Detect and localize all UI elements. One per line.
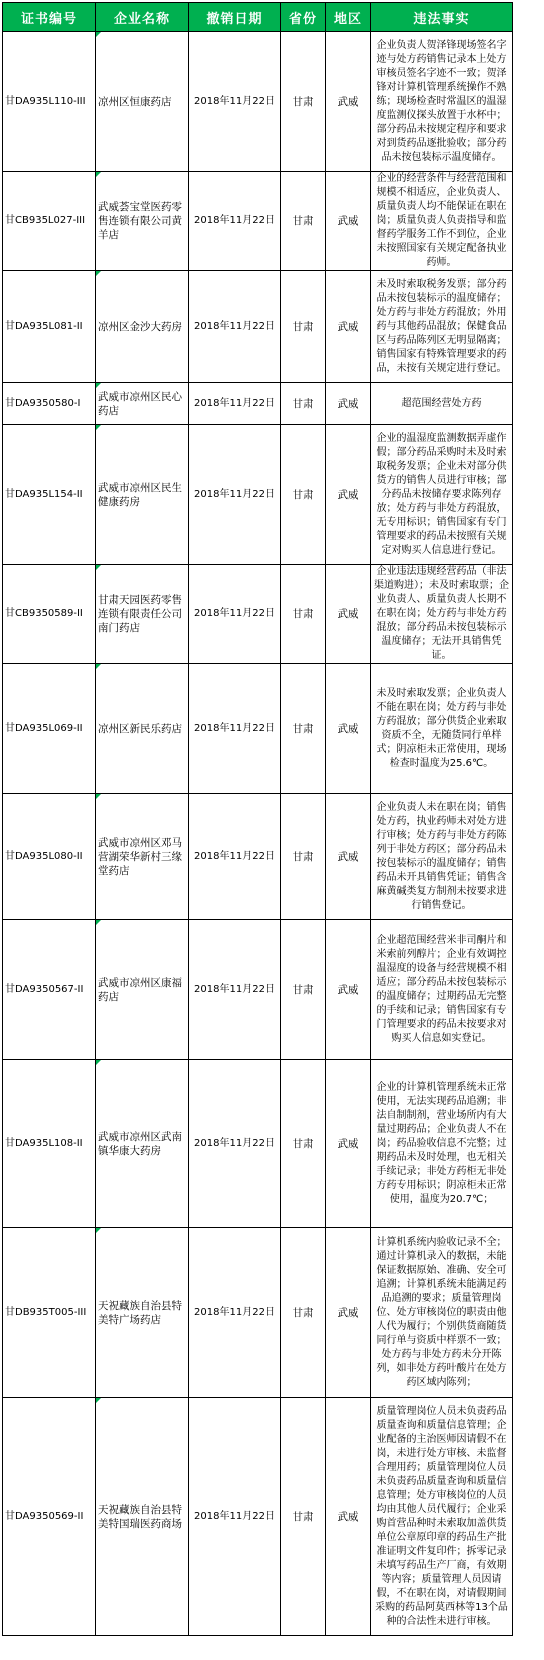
table-row (3, 565, 513, 664)
violation-facts-cell: 企业的计算机管理系统未正常使用，无法实现药品追溯；非法自制制剂，营业场所内有大量过期药品；企业负责人不在岗；药品验收信息不完整；过期药品未及时处理，也无相关手续记录；非处方药柜无非处方药专用标识；阴凉柜未正常使用，温度为20.7℃； (371, 1060, 513, 1228)
header-cert-no: 证书编号 (3, 3, 96, 32)
cert-no-cell: 甘DA935L069-II (3, 664, 96, 794)
province-cell: 甘肃 (281, 383, 326, 425)
table-row (3, 794, 513, 920)
revoke-date-cell: 2018年11月22日 (189, 271, 281, 383)
cert-no-cell: 甘DA935L154-II (3, 425, 96, 565)
violation-facts-cell: 计算机系统内验收记录不全；通过计算机录入的数据，未能保证数据原始、准确、安全可追溯；计算机系统未能满足药品追溯的要求；质量管理岗位、处方审核岗位的职责由他人代为履行；个别供货商随货同行单与资质中样票不一致；处方药与非处方药未分开陈列，如非处方药叶酸片在处方药区域内陈列； (371, 1228, 513, 1398)
cert-no-cell: 甘CB9350589-II (3, 565, 96, 664)
header-province: 省份 (281, 3, 326, 32)
area-cell: 武威 (326, 794, 371, 920)
province-cell: 甘肃 (281, 1228, 326, 1398)
revoke-date-cell: 2018年11月22日 (189, 920, 281, 1060)
province-cell: 甘肃 (281, 32, 326, 172)
revoke-date-cell: 2018年11月22日 (189, 425, 281, 565)
revoke-date-cell: 2018年11月22日 (189, 1398, 281, 1636)
revoke-date-cell: 2018年11月22日 (189, 1060, 281, 1228)
area-cell: 武威 (326, 271, 371, 383)
province-cell: 甘肃 (281, 565, 326, 664)
cert-no-cell: 甘DA935L080-II (3, 794, 96, 920)
violation-facts-cell: 企业的经营条件与经营范围和规模不相适应，企业负责人、质量负责人均不能保证在职在岗；质量负责人负责指导和监督药学服务工作不到位，企业未按照国家有关规定配备执业药师。 (371, 172, 513, 271)
province-cell: 甘肃 (281, 794, 326, 920)
header-revoke-date: 撤销日期 (189, 3, 281, 32)
header-row (3, 3, 513, 32)
revoke-date-cell: 2018年11月22日 (189, 1228, 281, 1398)
table-row (3, 32, 513, 172)
area-cell: 武威 (326, 1398, 371, 1636)
area-cell: 武威 (326, 32, 371, 172)
table-row (3, 425, 513, 565)
revoke-date-cell: 2018年11月22日 (189, 32, 281, 172)
province-cell: 甘肃 (281, 1060, 326, 1228)
cert-no-cell: 甘DA935L108-II (3, 1060, 96, 1228)
province-cell: 甘肃 (281, 1398, 326, 1636)
area-cell: 武威 (326, 425, 371, 565)
revoke-date-cell: 2018年11月22日 (189, 565, 281, 664)
cert-no-cell: 甘DA9350580-I (3, 383, 96, 425)
table-row (3, 1228, 513, 1398)
cert-no-cell: 甘DA9350567-II (3, 920, 96, 1060)
header-violation-facts: 违法事实 (371, 3, 513, 32)
revoke-date-cell: 2018年11月22日 (189, 664, 281, 794)
cert-no-cell: 甘CB935L027-III (3, 172, 96, 271)
company-name-cell: 武威市凉州区民心药店 (96, 383, 189, 425)
header-area: 地区 (326, 3, 371, 32)
violation-facts-cell: 未及时索取税务发票；部分药品未按包装标示的温度储存；处方药与非处方药混放；外用药与其他药品混放；保健食品区与药品陈列区无明显隔离；销售国家有特殊管理要求的药品，未按有关规定进行登记。 (371, 271, 513, 383)
area-cell: 武威 (326, 664, 371, 794)
province-cell: 甘肃 (281, 271, 326, 383)
violation-facts-cell: 企业负责人贺泽锋现场签名字迹与处方药销售记录本上处方审核员签名字迹不一致；贺泽锋对计算机管理系统操作不熟练；现场检查时常温区的温湿度监测仪探头放置于水杯中；部分药品未按规定程序和要求对到货药品逐批验收；部分药品未按包装标示温度储存。 (371, 32, 513, 172)
company-name-cell: 凉州区恒康药店 (96, 32, 189, 172)
company-name-cell: 武威市凉州区康福药店 (96, 920, 189, 1060)
table-row (3, 172, 513, 271)
violation-facts-cell: 企业违法违规经营药品（非法渠道购进）；未及时索取票；企业负责人、质量负责人长期不在职在岗；处方药与非处方药混放；部分药品未按包装标示温度储存；无法开具销售凭证。 (371, 565, 513, 664)
violation-facts-cell: 超范围经营处方药 (371, 383, 513, 425)
revoke-date-cell: 2018年11月22日 (189, 383, 281, 425)
area-cell: 武威 (326, 1228, 371, 1398)
table-row (3, 920, 513, 1060)
table-row (3, 1060, 513, 1228)
province-cell: 甘肃 (281, 425, 326, 565)
cert-no-cell: 甘DA935L081-II (3, 271, 96, 383)
violation-facts-cell: 企业的温湿度监测数据弄虚作假；部分药品采购时未及时索取税务发票；企业未对部分供货方的销售人员进行审核；部分药品未按储存要求陈列存放；处方药与非处方药混放，无专用标识；销售国家有专门管理要求的药品未按照有关规定对购买人信息进行登记。 (371, 425, 513, 565)
violation-facts-cell: 未及时索取发票；企业负责人不能在职在岗；处方药与非处方药混放；部分供货企业索取资质不全，无随货同行单样式；阴凉柜未正常使用，现场检查时温度为25.6℃。 (371, 664, 513, 794)
violation-facts-cell: 企业负责人未在职在岗；销售处方药，执业药师未对处方进行审核；处方药与非处方药陈列于非处方药区；部分药品未按包装标示的温度储存；销售药品未开具销售凭证；销售含麻黄碱类复方制剂未按要求进行销售登记。 (371, 794, 513, 920)
company-name-cell: 武威市凉州区民生健康药房 (96, 425, 189, 565)
area-cell: 武威 (326, 920, 371, 1060)
province-cell: 甘肃 (281, 664, 326, 794)
table-row (3, 383, 513, 425)
company-name-cell: 武威市凉州区武南镇华康大药房 (96, 1060, 189, 1228)
violation-facts-cell: 企业超范围经营米非司酮片和米索前列醇片；企业有效调控温湿度的设备与经营规模不相适应；部分药品未按包装标示的温度储存；过期药品无完整的手续和记录；销售国家有专门管理要求的药品未按要求对购买人信息如实登记。 (371, 920, 513, 1060)
company-name-cell: 武威荟宝堂医药零售连锁有限公司黄羊店 (96, 172, 189, 271)
province-cell: 甘肃 (281, 920, 326, 1060)
province-cell: 甘肃 (281, 172, 326, 271)
company-name-cell: 武威市凉州区邓马营湖荣华新村三缘堂药店 (96, 794, 189, 920)
violation-facts-cell: 质量管理岗位人员未负责药品质量查询和质量信息管理；企业配备的主治医师因请假不在岗，未进行处方审核、未监督合理用药；质量管理岗位人员未负责药品质量查询和质量信息管理；处方审核岗位的人员均由其他人员代履行；企业采购首营品种时未索取加盖供货单位公章原印章的药品生产批准证明文件复印件；拆零记录未填写药品生产厂商，有效期等内容；质量管理人员因请假，不在职在岗，对请假期间采购的药品阿莫西林等13个品种的合法性未进行审核。 (371, 1398, 513, 1636)
revocation-table (2, 2, 513, 1636)
header-company-name: 企业名称 (96, 3, 189, 32)
area-cell: 武威 (326, 1060, 371, 1228)
cert-no-cell: 甘DA935L110-III (3, 32, 96, 172)
area-cell: 武威 (326, 172, 371, 271)
company-name-cell: 凉州区新民乐药店 (96, 664, 189, 794)
area-cell: 武威 (326, 565, 371, 664)
revoke-date-cell: 2018年11月22日 (189, 172, 281, 271)
table-row (3, 271, 513, 383)
company-name-cell: 天祝藏族自治县特美特国瑞医药商场 (96, 1398, 189, 1636)
table-row (3, 1398, 513, 1636)
company-name-cell: 天祝藏族自治县特美特广场药店 (96, 1228, 189, 1398)
revoke-date-cell: 2018年11月22日 (189, 794, 281, 920)
company-name-cell: 甘肃天园医药零售连锁有限责任公司南门药店 (96, 565, 189, 664)
table-row (3, 664, 513, 794)
cert-no-cell: 甘DB935T005-III (3, 1228, 96, 1398)
area-cell: 武威 (326, 383, 371, 425)
company-name-cell: 凉州区金沙大药房 (96, 271, 189, 383)
cert-no-cell: 甘DA9350569-II (3, 1398, 96, 1636)
